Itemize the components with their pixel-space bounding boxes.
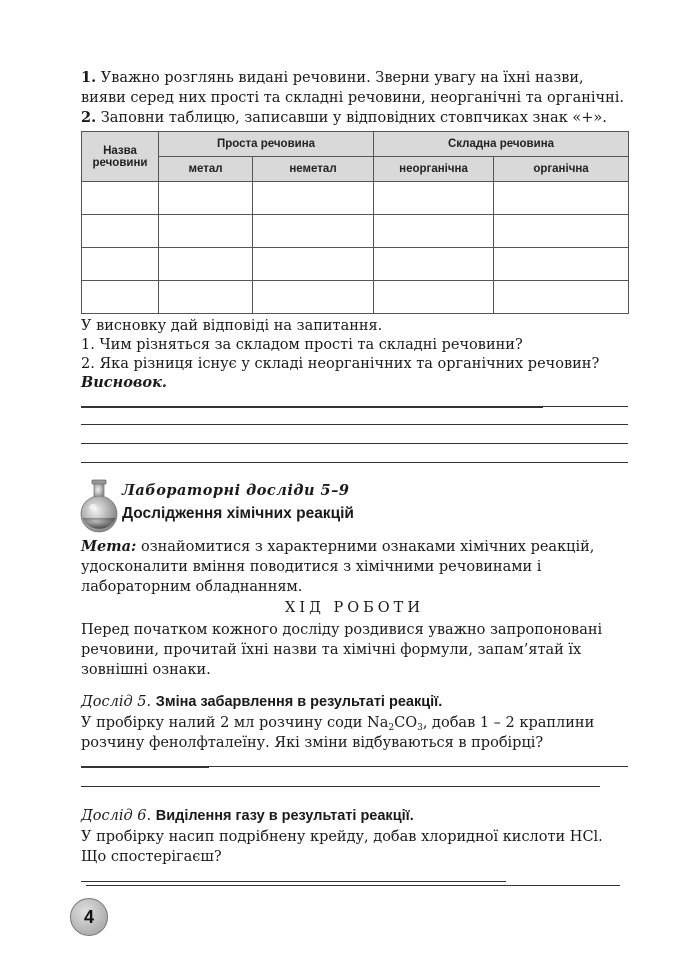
table-cell[interactable] bbox=[494, 182, 629, 215]
lab-title: Лабораторні досліди 5–9 bbox=[122, 482, 350, 499]
answer-line[interactable] bbox=[86, 885, 620, 886]
table-cell[interactable] bbox=[82, 281, 159, 314]
table-cell[interactable] bbox=[494, 248, 629, 281]
table-cell[interactable] bbox=[494, 215, 629, 248]
exp6-heading: Дослід 6. Виділення газу в результаті реакції. bbox=[81, 808, 414, 824]
exp6-text: У пробірку насип подрібнену крейду, добав хлоридної кислоти HCl. Що спостерігаєш? bbox=[81, 827, 628, 888]
table-row bbox=[82, 182, 629, 215]
question-2: 2. Яка різниця існує у складі неорганічних та органічних речовин? bbox=[81, 356, 600, 372]
task-2: 2. Заповни таблицю, записавши у відповідних стовпчиках знак «+». bbox=[81, 109, 607, 126]
exp5-title: Зміна забарвлення в результаті реакції. bbox=[155, 694, 443, 710]
table-cell[interactable] bbox=[82, 215, 159, 248]
header-substance-name: Назва речовини bbox=[82, 132, 159, 182]
table-cell[interactable] bbox=[374, 248, 494, 281]
table-cell[interactable] bbox=[159, 281, 253, 314]
table-cell[interactable] bbox=[253, 182, 374, 215]
page-number: 4 bbox=[70, 898, 108, 936]
answer-line[interactable] bbox=[81, 424, 628, 425]
goal-label: Мета: bbox=[81, 538, 137, 555]
table-cell[interactable] bbox=[374, 281, 494, 314]
answer-line[interactable] bbox=[81, 443, 628, 444]
table-body bbox=[82, 182, 629, 314]
header-organic: органічна bbox=[494, 157, 629, 182]
flask-icon bbox=[78, 478, 120, 534]
progress-heading: ХІД РОБОТИ bbox=[285, 600, 424, 616]
conclusion-line bbox=[81, 373, 628, 414]
task-1: 1. Уважно розглянь видані речовини. Зверни увагу на їхні назви, вияви серед них прості та складні речовини, неорганічні та органічні. bbox=[81, 69, 625, 106]
table-cell[interactable] bbox=[374, 182, 494, 215]
substances-table bbox=[81, 131, 629, 314]
table-cell[interactable] bbox=[159, 215, 253, 248]
question-1: 1. Чим різняться за складом прості та складні речовини? bbox=[81, 337, 523, 353]
conclusion-intro: У висновку дай відповіді на запитання. bbox=[81, 318, 383, 334]
table-cell[interactable] bbox=[253, 215, 374, 248]
table-cell[interactable] bbox=[253, 248, 374, 281]
table-cell[interactable] bbox=[494, 281, 629, 314]
lab-intro: Перед початком кожного досліду роздивися уважно запропоновані речовини, прочитай їхні назви та хімічні формули, запам’ятай їх зовнішні ознаки. bbox=[81, 622, 603, 678]
exp6-label: Дослід 6 bbox=[81, 808, 147, 824]
exp5-heading: Дослід 5. Зміна забарвлення в результаті реакції. bbox=[81, 694, 443, 710]
header-simple: Проста речовина bbox=[159, 132, 374, 157]
table-row bbox=[82, 215, 629, 248]
table-row bbox=[82, 248, 629, 281]
answer-line[interactable] bbox=[81, 786, 600, 787]
table-cell[interactable] bbox=[253, 281, 374, 314]
conclusion-label: Висновок. bbox=[81, 374, 167, 391]
answer-blank[interactable] bbox=[81, 867, 506, 882]
header-inorganic: неорганічна bbox=[374, 157, 494, 182]
table-cell[interactable] bbox=[159, 182, 253, 215]
header-metal: метал bbox=[159, 157, 253, 182]
exp5-label: Дослід 5 bbox=[81, 694, 147, 710]
table-cell[interactable] bbox=[374, 215, 494, 248]
goal: Мета: ознайомитися з характерними ознаками хімічних реакцій, удосконалити вміння поводитися з хімічними речовинами і лабораторним обладнанням. bbox=[81, 538, 595, 595]
answer-line[interactable] bbox=[81, 406, 628, 407]
exp5-text: У пробірку налий 2 мл розчину соди $Na_2CO_3$, добав 1 – 2 краплини розчину фенолфталеїну. Які зміни відбуваються в пробірці? bbox=[81, 713, 628, 774]
table-row bbox=[82, 281, 629, 314]
answer-line[interactable] bbox=[81, 766, 628, 767]
exp6-title: Виділення газу в результаті реакції. bbox=[155, 808, 414, 824]
header-nonmetal: неметал bbox=[253, 157, 374, 182]
table-cell[interactable] bbox=[82, 182, 159, 215]
answer-line[interactable] bbox=[81, 462, 628, 463]
lab-subtitle: Дослідження хімічних реакцій bbox=[122, 505, 354, 522]
table-cell[interactable] bbox=[159, 248, 253, 281]
table-cell[interactable] bbox=[82, 248, 159, 281]
header-complex: Складна речовина bbox=[374, 132, 629, 157]
